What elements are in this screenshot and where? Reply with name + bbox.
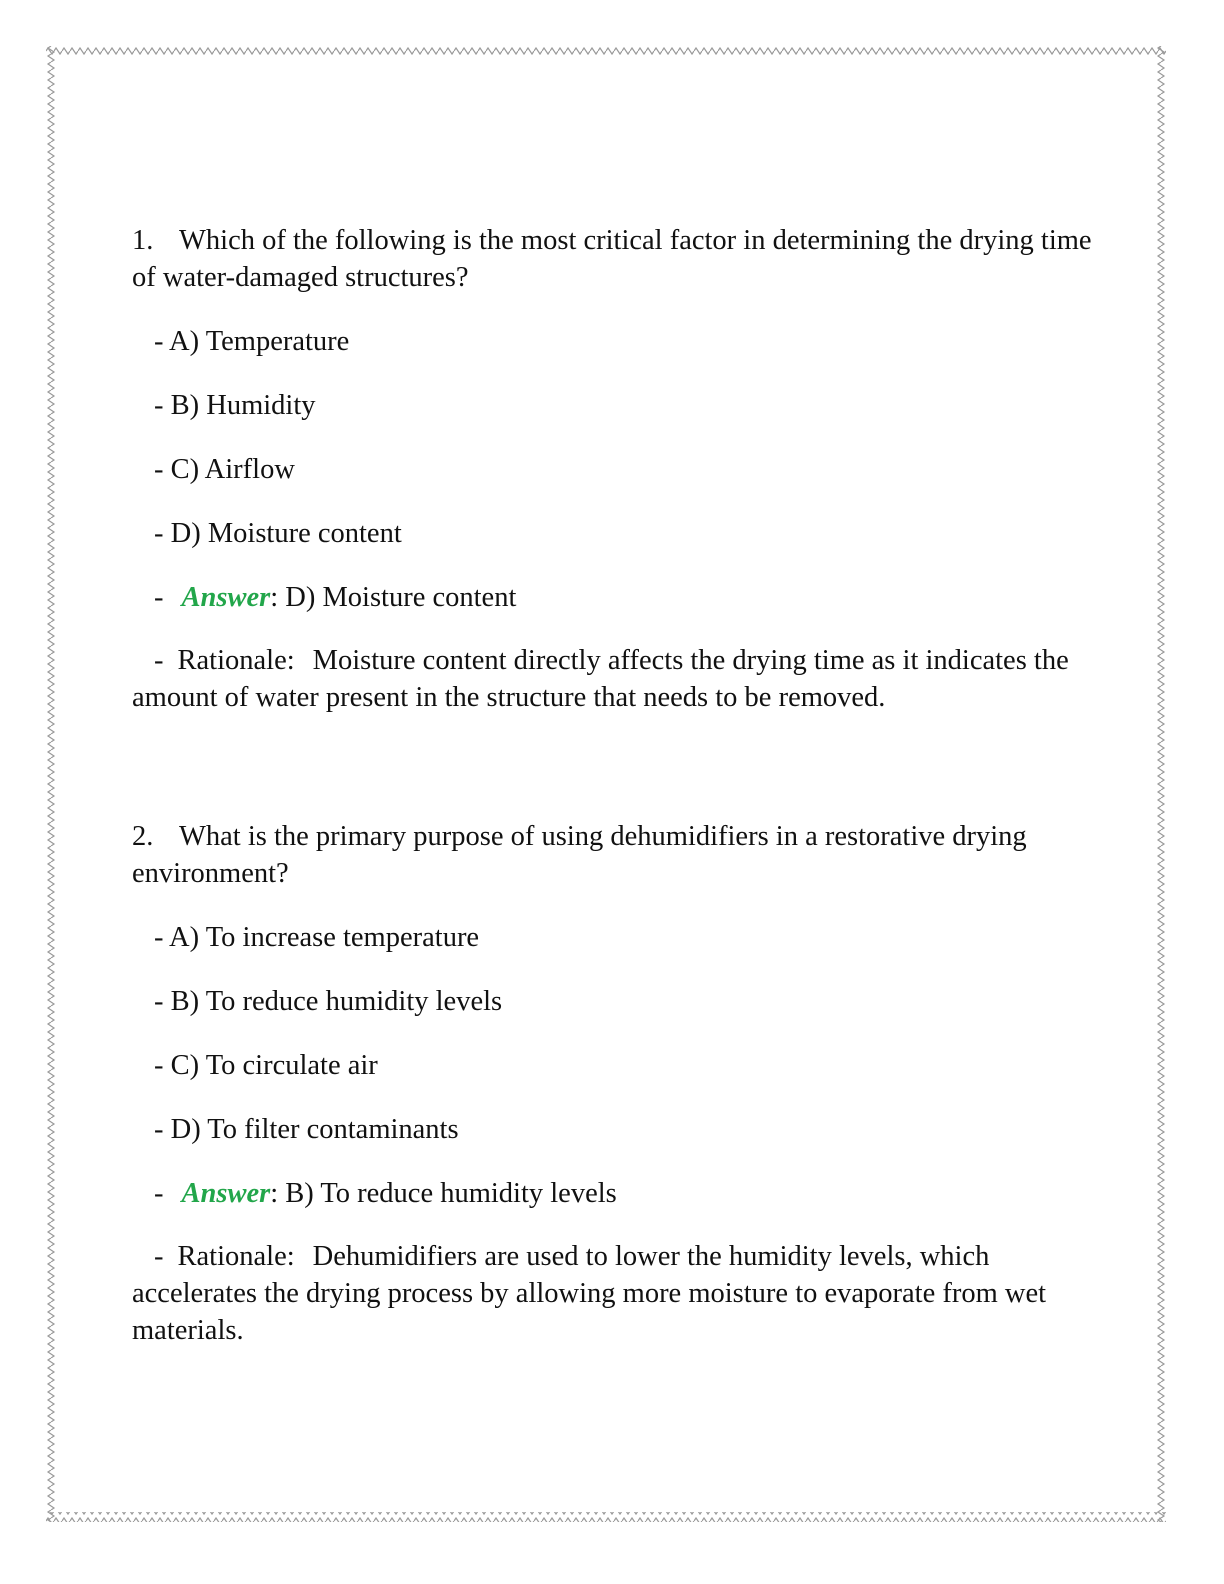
rationale-text: Moisture content directly affects the drying time as it indicates the amount of water present in the structure that needs to be removed. bbox=[132, 645, 1069, 713]
question-number: 2. bbox=[132, 821, 154, 852]
answer-line bbox=[154, 1175, 1092, 1212]
option-a: - A) To increase temperature bbox=[154, 922, 480, 953]
answer-value: : B) To reduce humidity levels bbox=[270, 1178, 617, 1209]
question-block-2 bbox=[132, 818, 1092, 1349]
rationale-text: Dehumidifiers are used to lower the humidity levels, which accelerates the drying process by allowing more moisture to evaporate from wet materials. bbox=[132, 1241, 1047, 1346]
option-d: - D) To filter contaminants bbox=[154, 1114, 459, 1145]
question-2-text bbox=[132, 818, 1092, 892]
answer-line bbox=[154, 579, 1092, 616]
answer-value: : D) Moisture content bbox=[270, 582, 517, 613]
option-c: - C) To circulate air bbox=[154, 1050, 378, 1081]
option-b: - B) To reduce humidity levels bbox=[154, 986, 503, 1017]
question-block-1 bbox=[132, 222, 1092, 716]
option-c: - C) Airflow bbox=[154, 454, 295, 485]
answer-prefix: - bbox=[154, 582, 164, 613]
answer-label: Answer bbox=[181, 1178, 271, 1209]
question-number: 1. bbox=[132, 225, 154, 256]
question-1-text bbox=[132, 222, 1092, 296]
quiz-content bbox=[132, 222, 1092, 1349]
rationale-prefix: - bbox=[154, 1241, 164, 1272]
rationale-label: Rationale: bbox=[177, 1241, 295, 1272]
rationale-label: Rationale: bbox=[177, 645, 295, 676]
rationale bbox=[132, 642, 1092, 716]
option-a: - A) Temperature bbox=[154, 326, 350, 357]
question-stem: Which of the following is the most critical factor in determining the drying time of water-damaged structures? bbox=[132, 225, 1092, 293]
option-b: - B) Humidity bbox=[154, 390, 316, 421]
rationale-prefix: - bbox=[154, 645, 164, 676]
option-d: - D) Moisture content bbox=[154, 518, 402, 549]
answer-prefix: - bbox=[154, 1178, 164, 1209]
rationale bbox=[132, 1238, 1092, 1349]
answer-label: Answer bbox=[181, 582, 271, 613]
question-stem: What is the primary purpose of using dehumidifiers in a restorative drying environment? bbox=[132, 821, 1027, 889]
